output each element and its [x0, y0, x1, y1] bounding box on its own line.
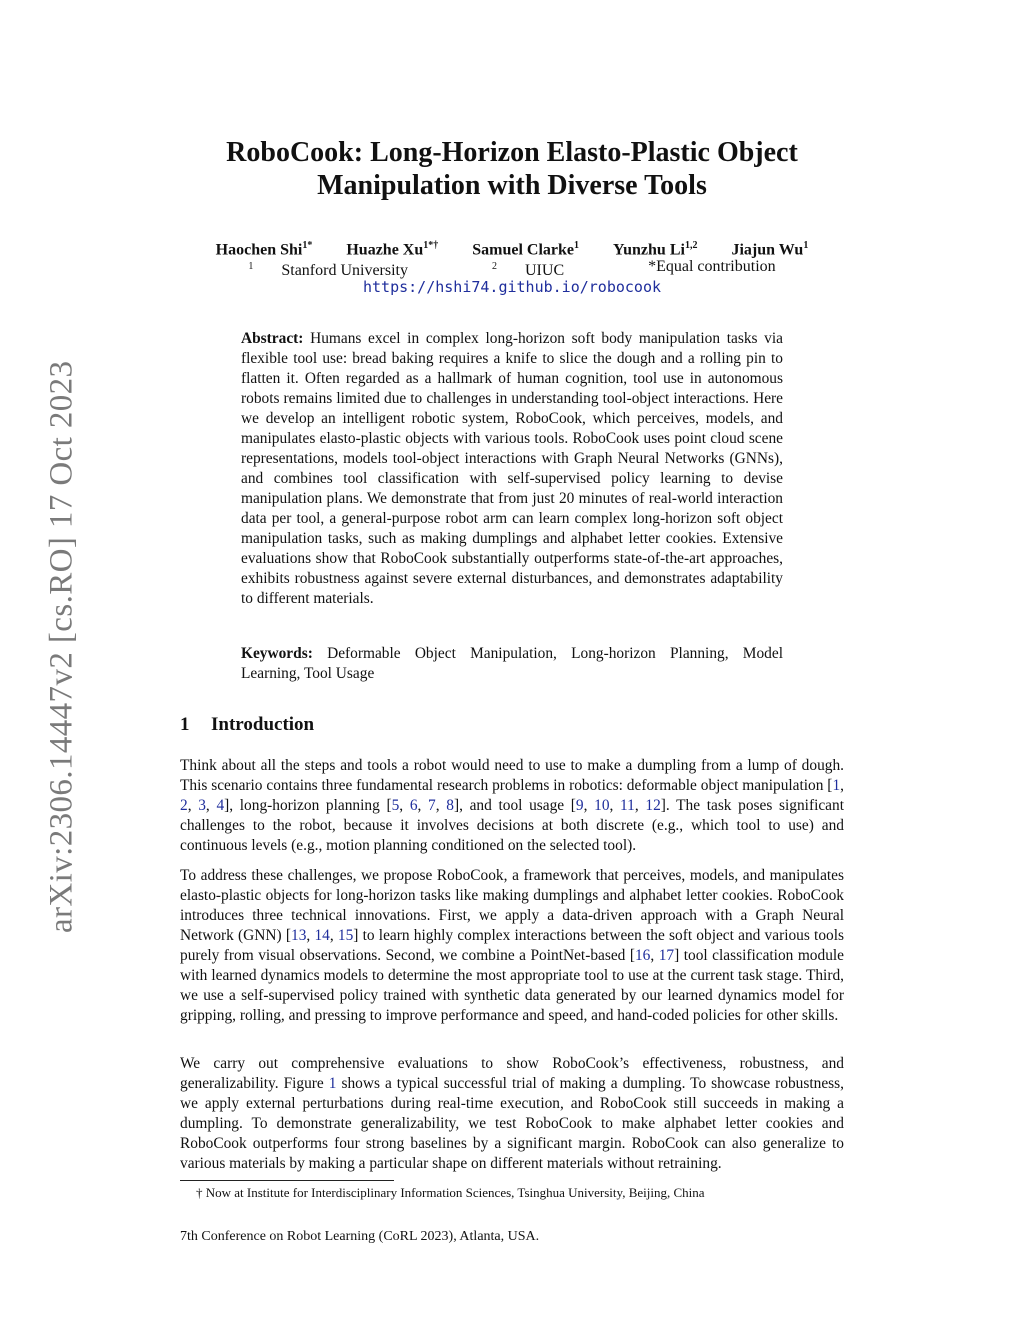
intro-paragraph-3: We carry out comprehensive evaluations to show RoboCook’s effectiveness, robustness, and generalizability. Figure 1 shows a typical successful trial of making a dumpling. To showcase robustness, we apply external perturbations during real-time execution, and RoboCook still succeeds in making a dumpling. To demonstrate generalizability, we test RoboCook to make alphabet letter cookies and RoboCook outperforms four strong baselines by a significant margin. RoboCook can also generalize to various materials by making a particular shape on different materials without retraining. [180, 1055, 844, 1172]
citation-link[interactable]: 1 [832, 777, 841, 794]
conference-note: 7th Conference on Robot Learning (CoRL 2023), Atlanta, USA. [180, 1229, 540, 1244]
abstract-text: Humans excel in complex long-horizon soft body manipulation tasks via flexible tool use: bread baking requires a knife to slice the dough and a rolling pin to flatten it. Often regarded as a hallmark of human cognition, tool use in autonomous robots remains limited due to challenges in understanding tool-object interactions. Here we develop an intelligent robotic system, RoboCook, which perceives, models, and manipulates elasto-plastic objects with various tools. RoboCook uses point cloud scene representations, models tool-object interactions with Graph Neural Networks (GNNs), and combines tool classification with self-supervised policy learning to devise manipulation plans. We demonstrate that from just 20 minutes of real-world interaction data per tool, a general-purpose robot arm can learn complex long-horizon soft object manipulation tasks, such as making dumplings and alphabet letter cookies. Extensive evaluations show that RoboCook substantially outperforms state-of-the-art approaches, exhibits robustness against severe external disturbances, and demonstrates adaptability to different materials. [241, 330, 783, 607]
citation-link[interactable]: 9 [575, 797, 584, 814]
footnote-rule [180, 1180, 394, 1181]
arxiv-identifier: arXiv:2306.14447v2 [cs.RO] 17 Oct 2023 [43, 360, 80, 934]
citation-link[interactable]: 10 [594, 797, 610, 814]
citation-link[interactable]: 16 [634, 947, 651, 964]
citation-link[interactable]: 14 [314, 927, 330, 944]
keywords [241, 644, 783, 684]
author: Jiajun Wu$^1$ [731, 240, 809, 259]
citation-link[interactable]: 6 [409, 797, 418, 814]
title-line-2: Manipulation with Diverse Tools [317, 170, 707, 201]
project-url-line [150, 277, 874, 297]
abstract [241, 329, 783, 609]
intro-paragraph-2: To address these challenges, we propose RoboCook, a framework that perceives, models, and manipulates elasto-plastic objects for long-horizon tasks like making dumplings and alphabet letter cookies. RoboCook introduces three technical innovations. First, we apply a data-driven approach with a Graph Neural Network (GNN) [13, 14, 15] to learn highly complex interactions between the soft object and various tools purely from visual observations. Second, we combine a PointNet-based [16, 17] tool classification module with learned dynamics models to determine the most appropriate tool to use at the current task stage. Third, we use a self-supervised policy trained with synthetic data generated by our learned dynamics model for gripping, rolling, and pressing to improve performance and speed, and hand-coded policies for other skills. [180, 867, 845, 1024]
citation-link[interactable]: 13 [291, 927, 307, 944]
citation-link[interactable]: 8 [446, 797, 454, 814]
section-title: Introduction [211, 714, 315, 735]
citation-link[interactable]: 4 [216, 797, 225, 814]
footnote: † Now at Institute for Interdisciplinary Information Sciences, Tsinghua University, Beijing, China [196, 1185, 705, 1200]
title-line-1: RoboCook: Long-Horizon Elasto-Plastic Object [226, 137, 798, 168]
author: Huazhe $Xu^{1*\dagger}$ [346, 240, 439, 259]
author: Yunzhu Li$^{1,2}$ [613, 240, 698, 259]
citation-link[interactable]: 11 [620, 797, 635, 814]
figure-link[interactable]: 1 [328, 1075, 337, 1092]
citation-link[interactable]: 17 [658, 947, 675, 964]
abstract-label: Abstract: [241, 330, 304, 347]
intro-paragraph-1: Think about all the steps and tools a robot would need to use to make a dumpling from a lump of dough. This scenario contains three fundamental research problems in robotics: deformable object manipulation [1, 2, 3, 4], long-horizon planning [5, 6, 7, 8], and tool usage [9, 10, 11, 12]. The task poses significant challenges to the robot, because it involves decisions at both discrete (e.g., which tool to use) and continuous levels (e.g., motion planning conditioned on the selected tool). [180, 757, 844, 854]
section-number: 1 [180, 714, 190, 735]
project-url-link[interactable]: https://hshi74.github.io/robocook [362, 278, 661, 296]
author: Samuel Clarke$^1$ [472, 240, 580, 259]
citation-link[interactable]: 15 [337, 927, 354, 944]
section-heading [180, 713, 314, 737]
citation-link[interactable]: 12 [645, 797, 661, 814]
citation-link[interactable]: 7 [428, 797, 436, 814]
paper-title [150, 136, 874, 202]
keywords-text: Deformable Object Manipulation, Long-horizon Planning, Model Learning, Tool Usage [241, 645, 783, 682]
keywords-label: Keywords: [241, 645, 313, 662]
citation-link[interactable]: 3 [198, 797, 206, 814]
citation-link[interactable]: 5 [391, 797, 400, 814]
affiliation-stanford: $^1$ Stanford University [248, 261, 408, 280]
author: Haochen Shi$^{1*}$ [215, 240, 313, 259]
citation-link[interactable]: 2 [180, 797, 188, 814]
affiliation-uiuc: $^2$ UIUC [492, 261, 565, 280]
equal-contribution-note: *Equal contribution [648, 258, 776, 275]
